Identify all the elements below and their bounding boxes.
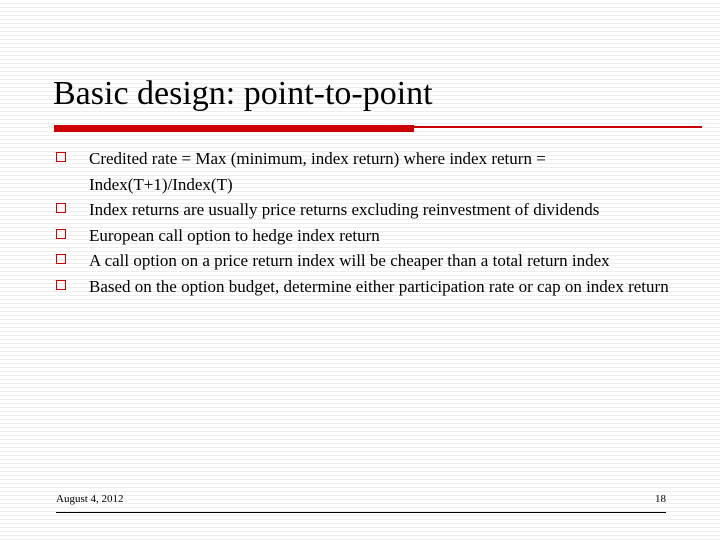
- bullet-item: [56, 248, 676, 274]
- bullet-text: A call option on a price return index will be cheaper than a total return index: [89, 251, 610, 270]
- page-number: 18: [655, 493, 666, 505]
- footer-date: August 4, 2012: [56, 493, 124, 505]
- title-underline-thin: [414, 126, 702, 128]
- title-underline-thick: [54, 125, 414, 132]
- bullet-item: [56, 223, 676, 249]
- footer-divider: [56, 512, 666, 513]
- bullet-text: Based on the option budget, determine either participation rate or cap on index return: [89, 276, 669, 296]
- bullet-text: Credited rate = Max (minimum, index return) where index return = Index(T+1)/Index(T): [89, 149, 546, 194]
- bullet-list: [56, 146, 676, 299]
- bullet-item: [56, 274, 676, 300]
- bullet-text: Index returns are usually price returns excluding reinvestment of dividends: [89, 200, 600, 219]
- bullet-text: European call option to hedge index return: [89, 225, 380, 245]
- bullet-item: [56, 197, 676, 223]
- square-bullet-icon: [56, 229, 66, 239]
- bullet-item: [56, 146, 676, 197]
- square-bullet-icon: [56, 152, 66, 162]
- square-bullet-icon: [56, 254, 66, 264]
- slide-title: Basic design: point-to-point: [53, 75, 433, 112]
- title-underline: [54, 125, 702, 132]
- square-bullet-icon: [56, 203, 66, 213]
- square-bullet-icon: [56, 280, 66, 290]
